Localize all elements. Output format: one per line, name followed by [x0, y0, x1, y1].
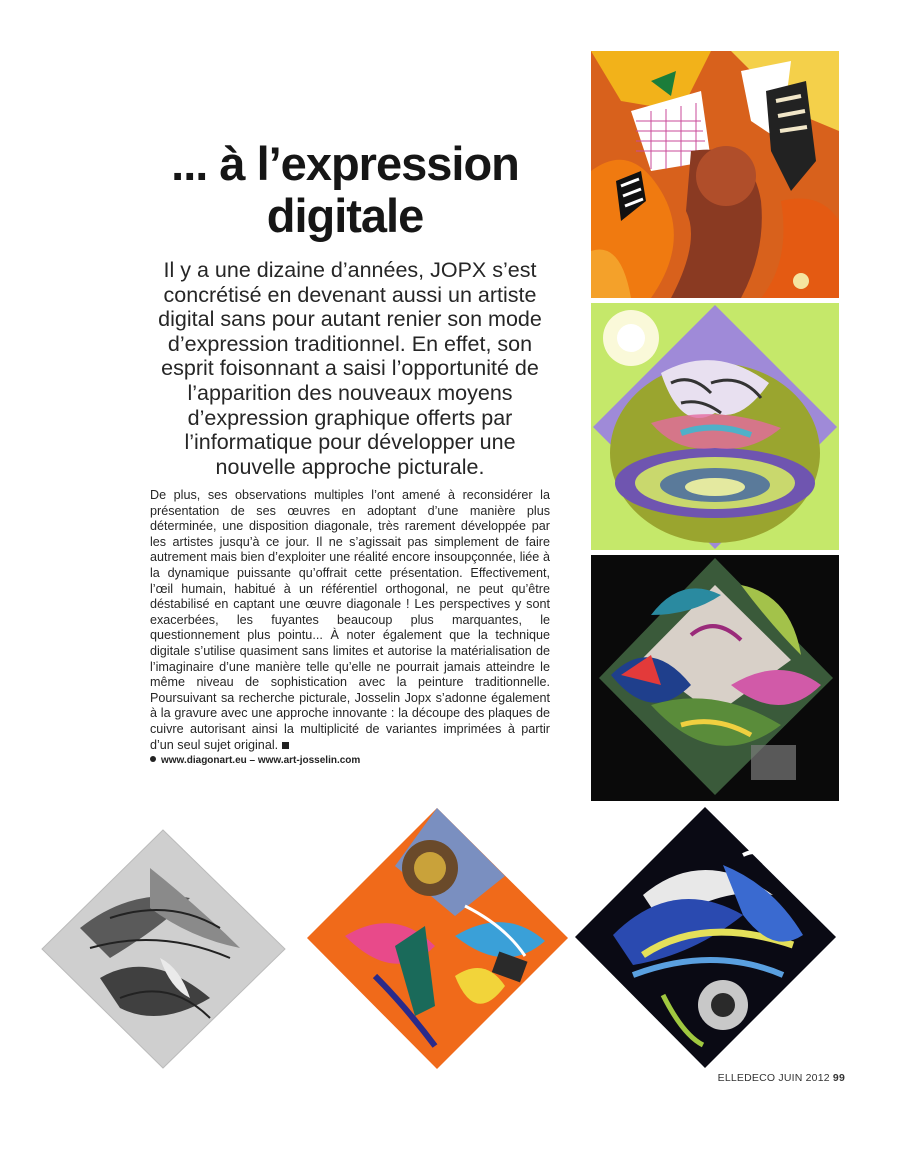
lead-paragraph: Il y a une dizaine d’années, JOPX s’est concrétisé en devenant aussi un artiste digital sans pour autant renier son mode d’expression traditionnel. En effet, son esprit foisonnant a saisi l’opportunité de l’apparition des nouveaux moyens d’expression graphique offerts par l’informatique pour développer une nouvelle approche picturale.	[158, 258, 542, 479]
websites-text: www.diagonart.eu – www.art-josselin.com	[161, 755, 361, 766]
artwork-dark-diamond	[591, 555, 839, 801]
artwork-orange-figure	[591, 51, 839, 298]
body-paragraph	[150, 488, 550, 753]
publication-info: ELLEDECO JUIN 2012	[717, 1072, 830, 1084]
body-text: De plus, ses observations multiples l’ont amené à reconsidérer la présentation de ses œuvres en adoptant d’une manière plus déterminée, une disposition diagonale, très rarement développée par les artistes jusqu’à ce jour. Il ne s’agissait pas simplement de faire autrement mais bien d’exploiter une réalité encore insoupçonnée, liée à la dynamique puissante qu’offrait cette présentation. Effectivement, l’œil humain, habitué à un référentiel orthogonal, ne peut qu’être déstabilisé en captant une œuvre diagonale ! Les perspectives y sont exacerbées, les fuyantes beaucoup plus marquantes, le questionnement plus pointu... À noter également que la technique digitale s’utilise quasiment sans limites et autorise la matérialisation de l’imaginaire d’une manière telle qu’elle ne pourrait jamais atteindre le même niveau de sophistication avec la peinture traditionnelle. Poursuivant sa recherche picturale, Josselin Jopx s’adonne également à la gravure avec une approche innovante : la découpe des plaques de cuivre autorisant ainsi la multiplicité de variantes imprimées à partir d’un seul sujet original.	[150, 488, 550, 752]
artwork-blue-black-diamond	[573, 805, 838, 1070]
page-folio	[718, 1072, 845, 1084]
end-mark-icon	[282, 742, 289, 749]
artwork-green-swirl	[591, 303, 839, 550]
bullet-icon	[150, 756, 156, 762]
title-line-1: ... à l’expression	[171, 137, 519, 190]
article-title	[150, 138, 540, 242]
title-line-2: digitale	[266, 189, 424, 242]
artwork-orange-swirl-diamond	[305, 806, 570, 1071]
page-number: 99	[832, 1072, 845, 1084]
artist-websites	[150, 755, 360, 766]
artwork-grey-engraving	[40, 828, 287, 1070]
